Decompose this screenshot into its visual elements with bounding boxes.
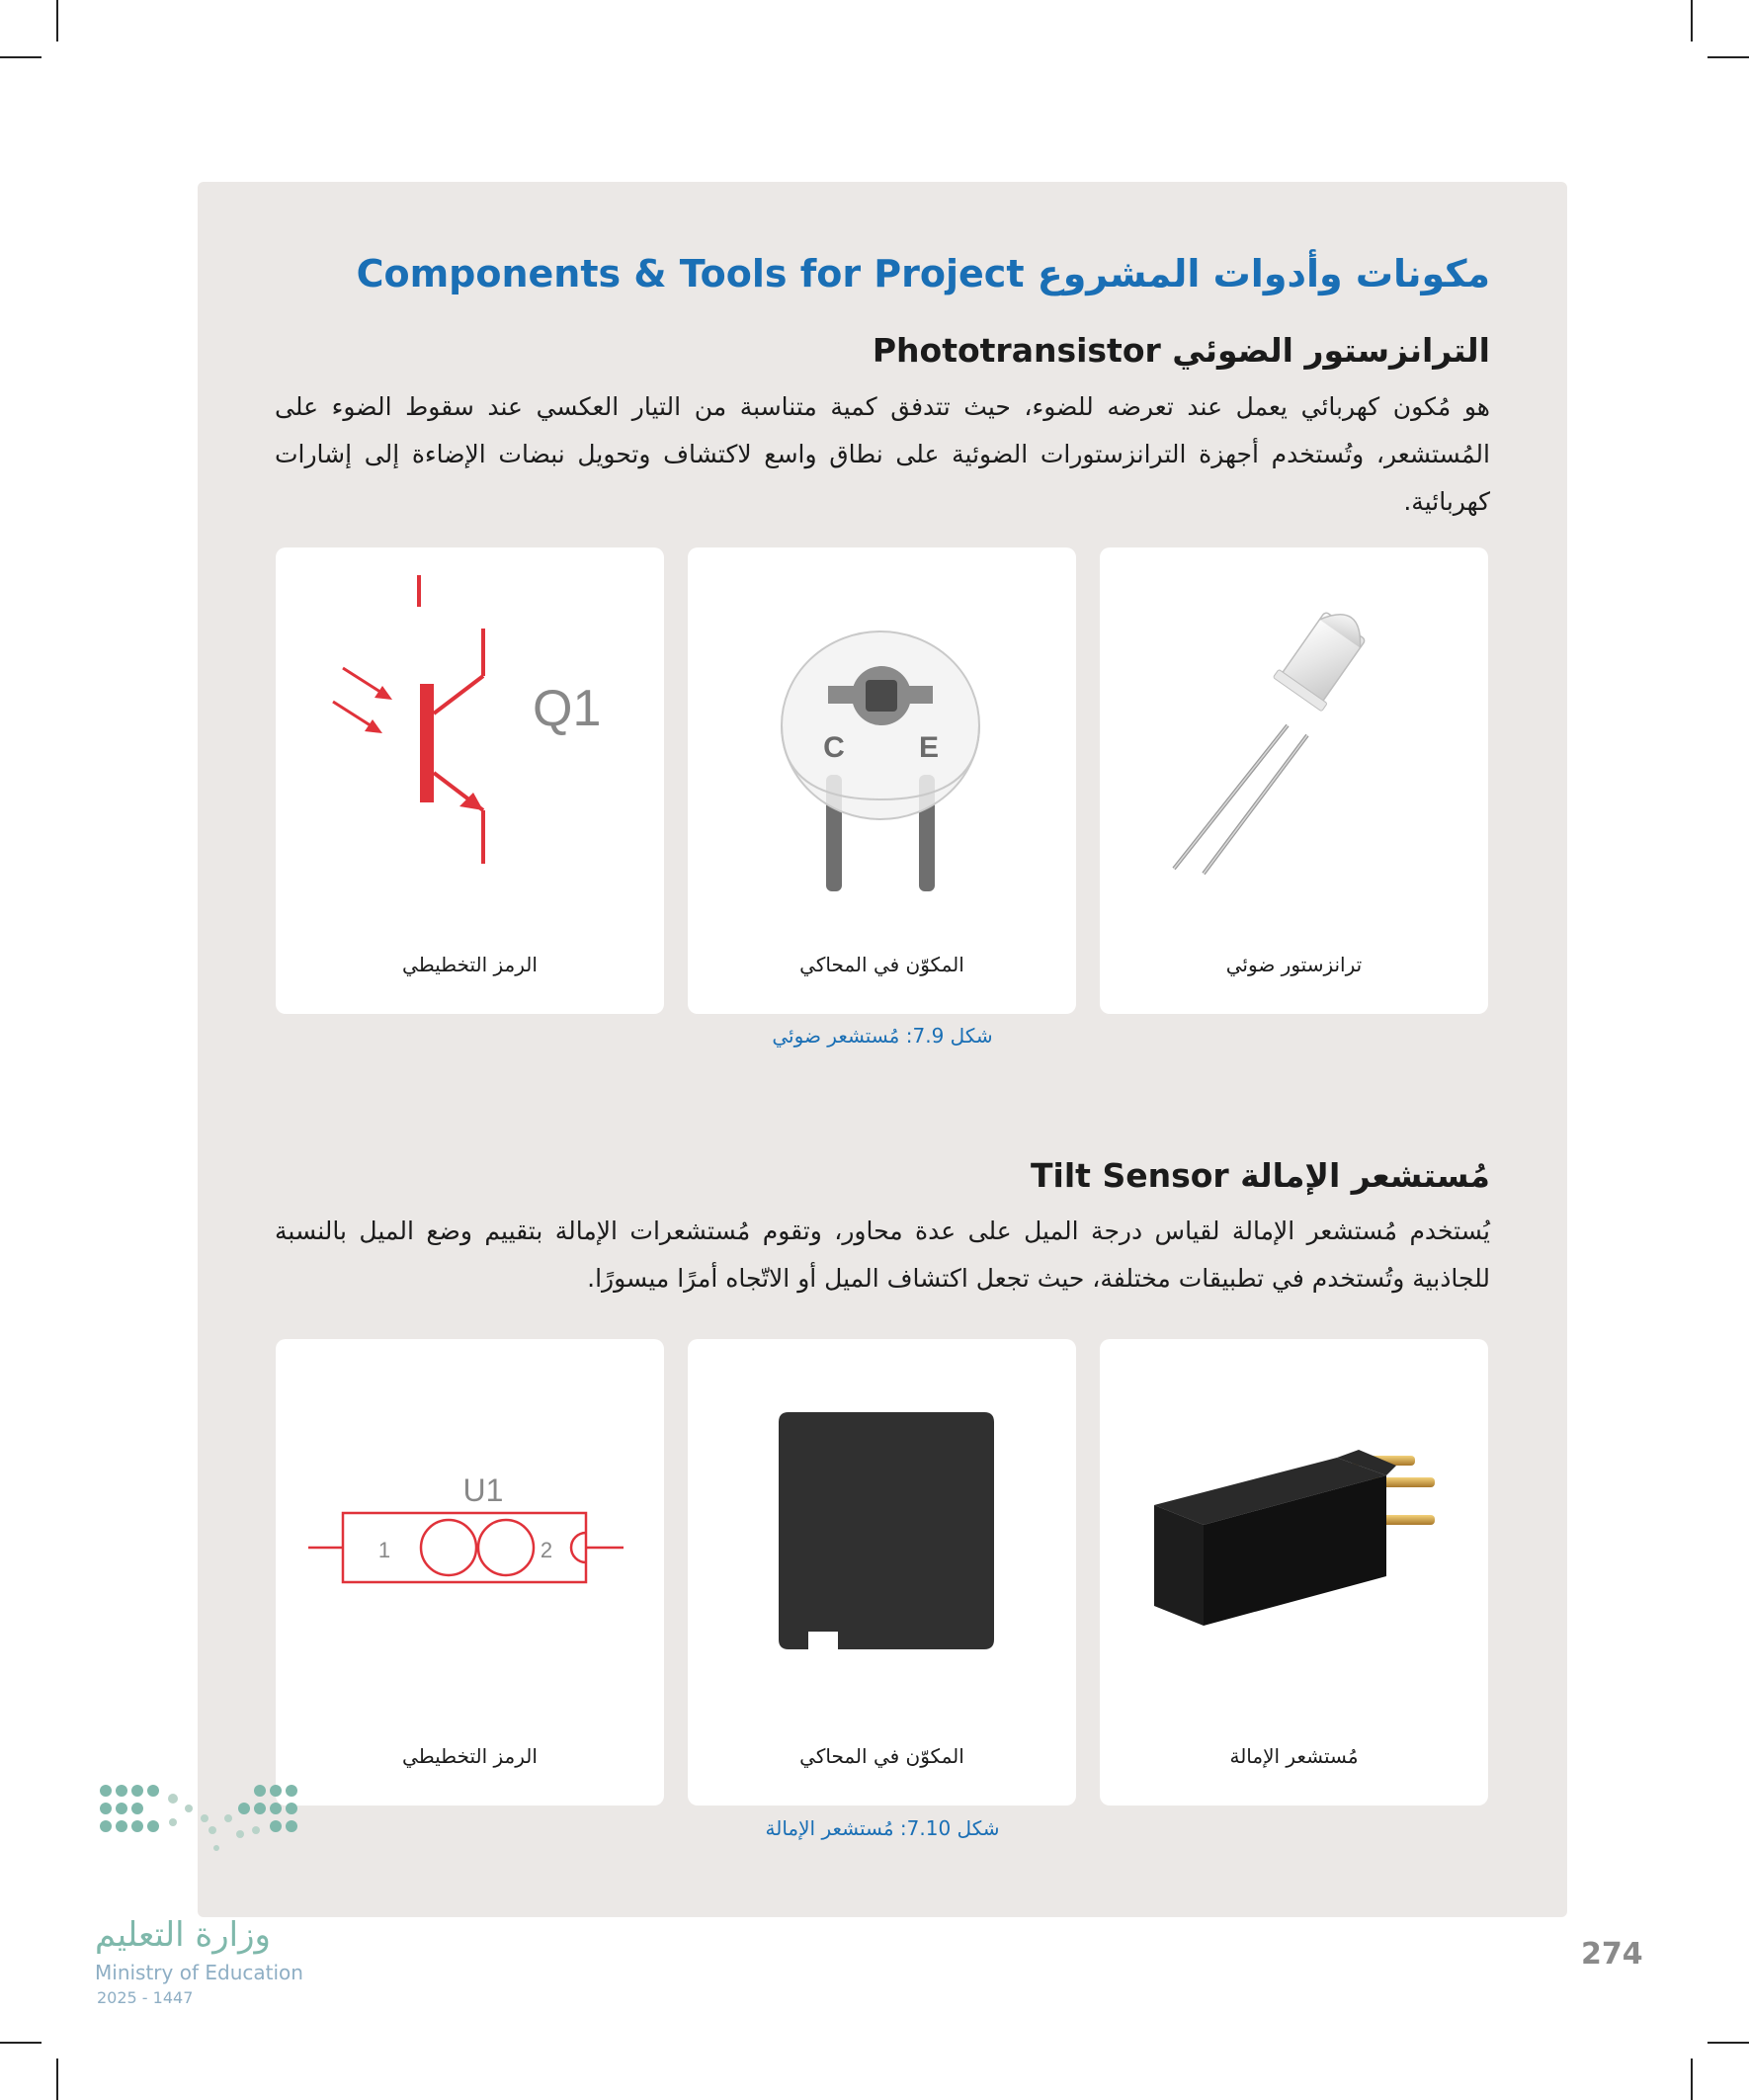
figure-caption-7-10: شكل 7.10: مُستشعر الإمالة	[765, 1816, 1000, 1840]
section-title: مكونات وأدوات المشروع Components & Tools for Project	[356, 252, 1490, 295]
phototransistor-description: هو مُكون كهربائي يعمل عند تعرضه للضوء، حيث تتدفق كمية متناسبة من التيار العكسي عند سقوط الضوء على المُستشعر، وتُستخدم أجهزة الترانزستورات الضوئية على نطاق واسع لاكتشاف وتحويل نبضات الإضاءة إلى إشارات كهربائية.	[275, 392, 1490, 516]
tilt-sensor-photo-icon	[1100, 1339, 1488, 1806]
tilt-sensor-symbol-card	[276, 1339, 664, 1806]
phototransistor-simulator-card	[688, 547, 1076, 1014]
ministry-name-en: Ministry of Education	[95, 1961, 303, 1984]
tilt-sensor-photo-card	[1100, 1339, 1488, 1806]
crop-mark	[1691, 2058, 1693, 2100]
phototransistor-symbol-card	[276, 547, 664, 1014]
ministry-name-ar: وزارة التعليم	[95, 1915, 271, 1955]
ministry-year: 2025 - 1447	[97, 1988, 194, 2007]
tilt-sensor-symbol-icon	[276, 1339, 664, 1806]
symbol-label-q1: Q1	[533, 680, 602, 737]
pin-label-2: 2	[540, 1538, 553, 1562]
phototransistor-photo-caption: ترانزستور ضوئي	[1225, 953, 1363, 976]
page-number: 274	[1581, 1937, 1643, 1972]
tilt-sensor-simulator-caption: المكوّن في المحاكي	[799, 1744, 964, 1768]
phototransistor-title: الترانزستور الضوئي Phototransistor	[872, 331, 1490, 370]
crop-mark	[0, 56, 42, 58]
phototransistor-symbol-caption: الرمز التخطيطي	[402, 953, 538, 976]
crop-mark	[56, 0, 58, 42]
phototransistor-simulator-caption: المكوّن في المحاكي	[799, 953, 964, 976]
tilt-sensor-title: مُستشعر الإمالة Tilt Sensor	[1031, 1156, 1490, 1195]
tilt-sensor-simulator-card	[688, 1339, 1076, 1806]
crop-mark	[0, 2042, 42, 2044]
phototransistor-photo-card	[1100, 547, 1488, 1014]
pin-label-1: 1	[377, 1538, 391, 1562]
crop-mark	[56, 2058, 58, 2100]
pin-label-e: E	[918, 731, 940, 764]
figure-caption-7-9: شكل 7.9: مُستشعر ضوئي	[772, 1024, 993, 1048]
phototransistor-schematic-drawing	[276, 547, 664, 1014]
symbol-label-u1: U1	[462, 1472, 504, 1508]
tilt-sensor-simulator-icon	[688, 1339, 1076, 1806]
pin-label-c: C	[823, 731, 845, 764]
crop-mark	[1691, 0, 1693, 42]
tilt-sensor-description: يُستخدم مُستشعر الإمالة لقياس درجة الميل على عدة محاور، وتقوم مُستشعرات الإمالة بتقييم وضع الميل بالنسبة للجاذبية وتُستخدم في تطبيقات مختلفة، حيث تجعل اكتشاف الميل أو الاتّجاه أمرًا ميسورًا.	[275, 1217, 1490, 1293]
phototransistor-simulator-icon	[688, 547, 1076, 1014]
crop-mark	[1707, 56, 1749, 58]
phototransistor-photo-icon	[1100, 547, 1488, 1014]
tilt-sensor-symbol-caption: الرمز التخطيطي	[402, 1744, 538, 1768]
crop-mark	[1707, 2042, 1749, 2044]
tilt-sensor-photo-caption: مُستشعر الإمالة	[1229, 1744, 1359, 1768]
